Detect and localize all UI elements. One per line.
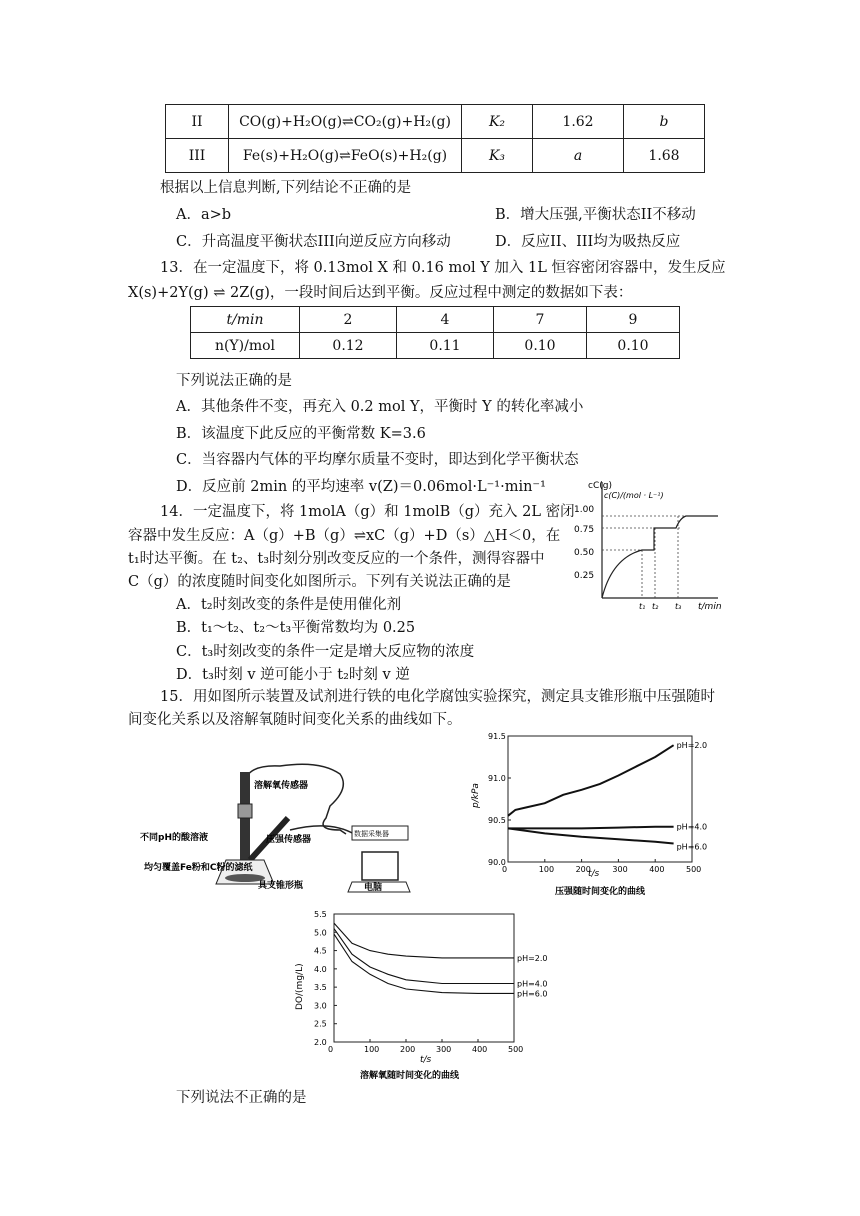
table-cell: 1.62	[533, 105, 624, 139]
x-tick-label: 400	[472, 1045, 488, 1054]
x-tick-label: t₁	[639, 602, 646, 611]
x-tick-label: 200	[400, 1045, 416, 1054]
table-cell: 7	[494, 307, 587, 333]
q14-option-d: D．t₃时刻 v 逆可能小于 t₂时刻 v 逆	[176, 667, 410, 683]
paper-label: 均匀覆盖Fe粉和C粉的滤纸	[144, 863, 253, 873]
q14-line3: t₁时达平衡。在 t₂、t₃时刻分别改变反应的一个条件，测得容器中	[128, 551, 545, 567]
q13-line1: 13．在一定温度下，将 0.13mol X 和 0.16 mol Y 加入 1L 恒容密闭容器中，发生反应	[160, 260, 726, 276]
q15-line2: 间变化关系以及溶解氧随时间变化关系的曲线如下。	[128, 712, 462, 728]
y-tick-label: 90.0	[488, 858, 506, 867]
x-axis-label: t/s	[588, 869, 600, 879]
apparatus-diagram	[140, 760, 440, 900]
pressure-chart	[460, 728, 730, 900]
pressure-sensor-label: 压强传感器	[266, 835, 312, 845]
series-line	[508, 828, 674, 843]
series-line	[334, 934, 514, 993]
data-collector-label: 数据采集器	[354, 830, 389, 838]
equilibrium-table	[165, 104, 705, 173]
y-tick-label: 4.0	[314, 964, 327, 974]
plot-frame	[334, 914, 514, 1042]
y-tick-label: 5.5	[314, 910, 327, 919]
q13-option-b: B．该温度下此反应的平衡常数 K=3.6	[176, 426, 426, 442]
y-tick-label: 5.0	[314, 928, 327, 938]
x-tick-label: 0	[502, 865, 508, 874]
x-tick-label: 0	[328, 1045, 334, 1054]
q14-option-c: C．t₃时刻改变的条件一定是增大反应物的浓度	[176, 644, 475, 660]
x-tick-label: 300	[436, 1045, 452, 1054]
q15-stem: 下列说法不正确的是	[176, 1090, 307, 1106]
y-tick-label: 3.5	[314, 983, 327, 993]
q13-option-c: C．当容器内气体的平均摩尔质量不变时，即达到化学平衡状态	[176, 452, 579, 468]
x-tick-label: 400	[649, 865, 665, 874]
series-label: pH=4.0	[517, 979, 548, 989]
y-tick-label: 91.5	[488, 732, 506, 741]
x-tick-label: 500	[686, 865, 702, 874]
q12-option-c: C．升高温度平衡状态III向逆反应方向移动	[176, 234, 451, 250]
table-cell: b	[624, 105, 705, 139]
y-tick-label: 0.50	[574, 548, 595, 558]
table-cell: K₂	[462, 105, 533, 139]
series-line	[508, 745, 674, 816]
table-header: n(Y)/mol	[191, 333, 300, 359]
table-cell: a	[533, 139, 624, 173]
series-label: pH=6.0	[517, 989, 548, 999]
y-tick-label: 0.25	[574, 571, 595, 581]
acid-label: 不同pH的酸溶液	[140, 833, 208, 843]
table-cell: 0.10	[494, 333, 587, 359]
y-tick-label: 2.5	[314, 1019, 327, 1029]
table-cell: II	[166, 105, 229, 139]
y-tick-label: 4.5	[314, 946, 327, 956]
series-line	[334, 923, 514, 958]
q12-option-d: D．反应II、III均为吸热反应	[495, 234, 681, 250]
table-cell: 9	[587, 307, 680, 333]
y-tick-label: 0.75	[574, 525, 595, 535]
q13-option-a: A．其他条件不变，再充入 0.2 mol Y，平衡时 Y 的转化率减小	[176, 399, 584, 415]
x-tick-label: 500	[508, 1045, 524, 1054]
q13-line2: X(s)+2Y(g) ⇌ 2Z(g)，一段时间后达到平衡。反应过程中测定的数据如下表：	[128, 285, 633, 301]
table-row	[166, 105, 705, 139]
do-sensor-label: 溶解氧传感器	[254, 781, 309, 791]
series-line	[334, 929, 514, 984]
q12-option-b: B．增大压强,平衡状态II不移动	[495, 207, 696, 223]
flask-label: 具支锥形瓶	[258, 881, 304, 891]
y-axis-label: DO/(mg/L)	[295, 963, 305, 1010]
x-tick-label: t₂	[652, 602, 659, 611]
table-row	[191, 307, 680, 333]
y-axis-label: c(C)/(mol · L⁻¹)	[604, 491, 664, 500]
series-label: pH=6.0	[676, 842, 708, 852]
q15-line1: 15．用如图所示装置及试剂进行铁的电化学腐蚀实验探究，测定具支锥形瓶中压强随时	[160, 689, 715, 705]
series-label: pH=2.0	[517, 953, 548, 963]
q13-option-d: D．反应前 2min 的平均速率 v(Z)＝0.06mol·L⁻¹·min⁻¹	[176, 479, 546, 495]
q14-option-b: B．t₁～t₂、t₂～t₃平衡常数均为 0.25	[176, 620, 416, 636]
table-cell: Fe(s)+H₂O(g)⇌FeO(s)+H₂(g)	[229, 139, 462, 173]
y-tick-label: 1.00	[574, 505, 595, 515]
q13-table	[190, 306, 680, 359]
table-cell: 1.68	[624, 139, 705, 173]
q13-stem: 下列说法正确的是	[176, 373, 292, 389]
series-label: pH=4.0	[676, 822, 708, 832]
chart-title: 压强随时间变化的曲线	[555, 887, 646, 897]
table-cell: 4	[397, 307, 494, 333]
do-chart	[290, 902, 570, 1082]
sensor-joint	[238, 804, 252, 818]
table-cell: 0.12	[300, 333, 397, 359]
series-line	[508, 827, 674, 829]
table-cell: III	[166, 139, 229, 173]
table-cell: 0.11	[397, 333, 494, 359]
table-row	[191, 333, 680, 359]
table-row	[166, 139, 705, 173]
chart-title: 溶解氧随时间变化的曲线	[360, 1071, 460, 1081]
q14-line4: C（g）的浓度随时间变化如图所示。下列有关说法正确的是	[128, 574, 511, 590]
y-tick-label: 91.0	[488, 774, 506, 783]
q14-line2: 容器中发生反应：A（g）+B（g）⇌xC（g）+D（s）△H＜0，在	[128, 528, 561, 544]
x-axis-label: t/s	[420, 1055, 432, 1065]
sensor-cable	[244, 764, 346, 834]
x-axis-label: t/min	[698, 602, 722, 612]
x-tick-label: 100	[538, 865, 555, 874]
computer-monitor	[362, 852, 398, 880]
series-label: pH=2.0	[676, 741, 708, 751]
x-tick-label: 200	[575, 865, 591, 874]
computer-label: 电脑	[364, 883, 383, 893]
table-cell: 2	[300, 307, 397, 333]
x-tick-label: t₃	[675, 602, 682, 611]
y-tick-label: 3.0	[314, 1001, 327, 1011]
table-cell: 0.10	[587, 333, 680, 359]
table-cell: K₃	[462, 139, 533, 173]
q12-option-a: A．a>b	[176, 207, 232, 223]
x-tick-label: 100	[364, 1045, 380, 1054]
y-axis-label-top: cC(g)	[588, 481, 612, 491]
table-header: t/min	[191, 307, 300, 333]
concentration-chart	[568, 478, 740, 612]
table-cell: CO(g)+H₂O(g)⇌CO₂(g)+H₂(g)	[229, 105, 462, 139]
q14-option-a: A．t₂时刻改变的条件是使用催化剂	[176, 597, 402, 613]
y-tick-label: 2.0	[314, 1038, 327, 1047]
y-axis-label: p/kPa	[471, 783, 481, 808]
q14-line1: 14．一定温度下，将 1molA（g）和 1molB（g）充入 2L 密闭	[160, 504, 575, 520]
x-tick-label: 300	[612, 865, 628, 874]
y-tick-label: 90.5	[488, 816, 506, 825]
q12-stem: 根据以上信息判断,下列结论不正确的是	[160, 180, 412, 196]
